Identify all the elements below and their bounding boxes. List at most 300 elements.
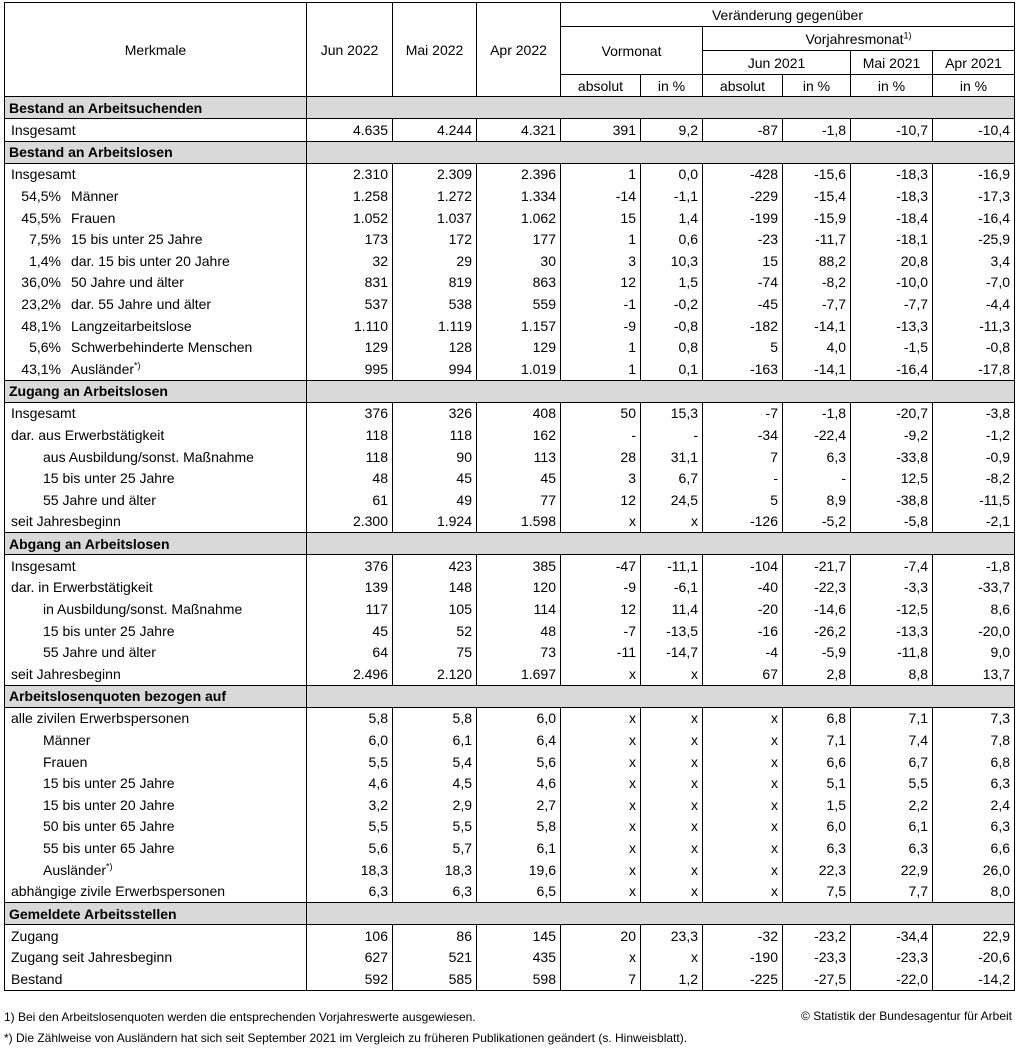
value-vormonat-absolut: x bbox=[561, 511, 641, 533]
value-apr-2022: 1.697 bbox=[477, 663, 561, 685]
value-mai2021-pct: -18,1 bbox=[851, 228, 933, 250]
value-mai-2022: 423 bbox=[393, 555, 477, 577]
value-jun2021-pct: -15,9 bbox=[783, 207, 851, 229]
value-mai-2022: 2.120 bbox=[393, 663, 477, 685]
value-jun2021-absolut: x bbox=[703, 816, 783, 838]
value-jun-2022: 48 bbox=[307, 467, 393, 489]
value-apr-2022: 6,4 bbox=[477, 729, 561, 751]
value-mai-2022: 4,5 bbox=[393, 772, 477, 794]
row-label: Zugang bbox=[11, 927, 59, 944]
value-jun2021-pct: 22,3 bbox=[783, 859, 851, 881]
row-label: Ausländer bbox=[71, 360, 135, 377]
value-apr-2022: 385 bbox=[477, 555, 561, 577]
value-mai2021-pct: 2,2 bbox=[851, 794, 933, 816]
share-percent: 45,5% bbox=[21, 209, 61, 226]
row-label: alle zivilen Erwerbspersonen bbox=[11, 710, 190, 727]
value-jun2021-absolut: -20 bbox=[703, 598, 783, 620]
table-row bbox=[5, 272, 1015, 294]
value-apr2021-pct: 9,0 bbox=[933, 641, 1015, 663]
value-vormonat-pct: x bbox=[641, 837, 703, 859]
value-mai2021-pct: 20,8 bbox=[851, 250, 933, 272]
table-row bbox=[5, 707, 1015, 729]
value-vormonat-absolut: x bbox=[561, 707, 641, 729]
value-mai-2022: 1.272 bbox=[393, 185, 477, 207]
row-label-cell bbox=[5, 315, 307, 337]
value-jun2021-pct: -7,7 bbox=[783, 293, 851, 315]
value-mai-2022: 5,8 bbox=[393, 707, 477, 729]
section-title: Bestand an Arbeitslosen bbox=[5, 141, 307, 163]
value-jun2021-absolut: 67 bbox=[703, 663, 783, 685]
share-percent: 7,5% bbox=[29, 231, 61, 248]
row-label-cell bbox=[5, 358, 307, 380]
value-jun2021-absolut: x bbox=[703, 751, 783, 773]
value-jun2021-pct: -23,3 bbox=[783, 947, 851, 969]
value-mai2021-pct: 8,8 bbox=[851, 663, 933, 685]
value-apr-2022: 19,6 bbox=[477, 859, 561, 881]
value-jun2021-absolut: x bbox=[703, 729, 783, 751]
value-mai-2022: 52 bbox=[393, 620, 477, 642]
value-vormonat-absolut: - bbox=[561, 424, 641, 446]
value-vormonat-pct: -14,7 bbox=[641, 641, 703, 663]
value-jun2021-pct: 4,0 bbox=[783, 336, 851, 358]
row-label: 50 bis unter 65 Jahre bbox=[43, 818, 175, 835]
row-label-cell bbox=[5, 489, 307, 511]
row-label: Männer bbox=[71, 187, 119, 204]
value-jun2021-pct: 5,1 bbox=[783, 772, 851, 794]
section-title: Abgang an Arbeitslosen bbox=[5, 533, 307, 555]
row-label-cell bbox=[5, 663, 307, 685]
section-title: Zugang an Arbeitslosen bbox=[5, 380, 307, 402]
value-mai-2022: 75 bbox=[393, 641, 477, 663]
value-apr-2022: 559 bbox=[477, 293, 561, 315]
value-apr2021-pct: -11,5 bbox=[933, 489, 1015, 511]
row-label: Insgesamt bbox=[11, 557, 76, 574]
value-jun-2022: 627 bbox=[307, 947, 393, 969]
value-apr-2022: 2,7 bbox=[477, 794, 561, 816]
value-mai2021-pct: 6,3 bbox=[851, 837, 933, 859]
value-vormonat-pct: 23,3 bbox=[641, 925, 703, 947]
header-vormonat: Vormonat bbox=[561, 27, 703, 75]
value-apr2021-pct: -8,2 bbox=[933, 467, 1015, 489]
row-label: 15 bis unter 25 Jahre bbox=[71, 231, 203, 248]
header-vorjahresmonat-label: Vorjahresmonat bbox=[805, 30, 904, 47]
value-jun2021-pct: 7,1 bbox=[783, 729, 851, 751]
row-label: in Ausbildung/sonst. Maßnahme bbox=[43, 601, 243, 618]
row-label: 15 bis unter 25 Jahre bbox=[43, 622, 175, 639]
table-header bbox=[5, 3, 1015, 97]
row-label: dar. 55 Jahre und älter bbox=[71, 295, 212, 312]
value-apr-2022: 73 bbox=[477, 641, 561, 663]
value-apr2021-pct: 7,3 bbox=[933, 707, 1015, 729]
value-vormonat-pct: x bbox=[641, 511, 703, 533]
footnote-marker-1: 1) bbox=[903, 29, 912, 40]
row-label: Ausländer bbox=[43, 861, 107, 878]
value-mai2021-pct: -13,3 bbox=[851, 315, 933, 337]
row-label-cell bbox=[5, 555, 307, 577]
header-jun2021-absolut: absolut bbox=[703, 75, 783, 97]
value-jun-2022: 117 bbox=[307, 598, 393, 620]
table-row bbox=[5, 119, 1015, 142]
value-mai2021-pct: -7,7 bbox=[851, 293, 933, 315]
section-header-fill bbox=[307, 685, 1015, 707]
row-label: abhängige zivile Erwerbspersonen bbox=[11, 883, 226, 900]
value-jun2021-pct: -14,6 bbox=[783, 598, 851, 620]
table-row bbox=[5, 358, 1015, 380]
value-mai2021-pct: 7,1 bbox=[851, 707, 933, 729]
value-apr2021-pct: -4,4 bbox=[933, 293, 1015, 315]
row-label: Insgesamt bbox=[11, 405, 76, 422]
value-jun2021-pct: -27,5 bbox=[783, 968, 851, 990]
value-vormonat-pct: -1,1 bbox=[641, 185, 703, 207]
value-mai-2022: 4.244 bbox=[393, 119, 477, 142]
value-jun2021-absolut: x bbox=[703, 837, 783, 859]
value-jun-2022: 5,8 bbox=[307, 707, 393, 729]
value-jun2021-absolut: -199 bbox=[703, 207, 783, 229]
value-mai2021-pct: -13,3 bbox=[851, 620, 933, 642]
value-vormonat-absolut: x bbox=[561, 663, 641, 685]
table-row bbox=[5, 751, 1015, 773]
value-mai2021-pct: 6,7 bbox=[851, 751, 933, 773]
value-jun-2022: 4.635 bbox=[307, 119, 393, 142]
value-jun2021-pct: 8,9 bbox=[783, 489, 851, 511]
table-row bbox=[5, 446, 1015, 468]
share-percent: 36,0% bbox=[21, 274, 61, 291]
row-label: Zugang seit Jahresbeginn bbox=[11, 949, 173, 966]
value-mai-2022: 6,1 bbox=[393, 729, 477, 751]
value-vormonat-absolut: 391 bbox=[561, 119, 641, 142]
value-jun-2022: 5,5 bbox=[307, 751, 393, 773]
value-mai-2022: 148 bbox=[393, 577, 477, 599]
value-jun2021-absolut: -34 bbox=[703, 424, 783, 446]
table-row bbox=[5, 598, 1015, 620]
value-jun-2022: 118 bbox=[307, 446, 393, 468]
value-jun-2022: 45 bbox=[307, 620, 393, 642]
value-jun2021-absolut: - bbox=[703, 467, 783, 489]
value-vormonat-pct: -11,1 bbox=[641, 555, 703, 577]
row-label-cell bbox=[5, 598, 307, 620]
table-row bbox=[5, 620, 1015, 642]
row-label-cell bbox=[5, 641, 307, 663]
value-vormonat-absolut: -47 bbox=[561, 555, 641, 577]
value-apr-2022: 2.396 bbox=[477, 163, 561, 185]
table-row bbox=[5, 925, 1015, 947]
value-mai-2022: 326 bbox=[393, 402, 477, 424]
value-vormonat-pct: x bbox=[641, 751, 703, 773]
value-jun2021-absolut: 7 bbox=[703, 446, 783, 468]
row-label-cell bbox=[5, 424, 307, 446]
value-jun2021-pct: -14,1 bbox=[783, 315, 851, 337]
value-vormonat-absolut: 15 bbox=[561, 207, 641, 229]
row-label-cell bbox=[5, 185, 307, 207]
value-jun2021-pct: 88,2 bbox=[783, 250, 851, 272]
value-vormonat-absolut: 1 bbox=[561, 358, 641, 380]
table-row bbox=[5, 489, 1015, 511]
value-vormonat-pct: x bbox=[641, 947, 703, 969]
value-jun-2022: 6,3 bbox=[307, 880, 393, 902]
section-header-row bbox=[5, 97, 1015, 119]
value-apr-2022: 162 bbox=[477, 424, 561, 446]
value-vormonat-absolut: -11 bbox=[561, 641, 641, 663]
value-vormonat-absolut: 1 bbox=[561, 163, 641, 185]
value-mai2021-pct: 7,4 bbox=[851, 729, 933, 751]
value-mai2021-pct: -10,7 bbox=[851, 119, 933, 142]
value-apr-2022: 1.019 bbox=[477, 358, 561, 380]
header-vormonat-absolut: absolut bbox=[561, 75, 641, 97]
section-header-fill bbox=[307, 141, 1015, 163]
value-apr-2022: 77 bbox=[477, 489, 561, 511]
value-apr-2022: 45 bbox=[477, 467, 561, 489]
value-apr2021-pct: -17,3 bbox=[933, 185, 1015, 207]
row-label-cell bbox=[5, 207, 307, 229]
value-mai-2022: 90 bbox=[393, 446, 477, 468]
row-label-cell bbox=[5, 859, 307, 881]
value-vormonat-absolut: x bbox=[561, 816, 641, 838]
footnote-marker-star: *) bbox=[134, 360, 141, 371]
value-apr-2022: 1.157 bbox=[477, 315, 561, 337]
value-mai-2022: 538 bbox=[393, 293, 477, 315]
value-jun-2022: 376 bbox=[307, 402, 393, 424]
value-jun-2022: 376 bbox=[307, 555, 393, 577]
table-row bbox=[5, 315, 1015, 337]
value-vormonat-absolut: -9 bbox=[561, 315, 641, 337]
value-apr2021-pct: -1,8 bbox=[933, 555, 1015, 577]
table-row bbox=[5, 837, 1015, 859]
value-apr2021-pct: -2,1 bbox=[933, 511, 1015, 533]
share-percent: 1,4% bbox=[29, 252, 61, 269]
value-jun2021-absolut: -74 bbox=[703, 272, 783, 294]
share-percent: 48,1% bbox=[21, 317, 61, 334]
value-vormonat-pct: 15,3 bbox=[641, 402, 703, 424]
value-jun2021-absolut: -40 bbox=[703, 577, 783, 599]
value-apr-2022: 5,8 bbox=[477, 816, 561, 838]
value-jun2021-absolut: -16 bbox=[703, 620, 783, 642]
value-apr2021-pct: -10,4 bbox=[933, 119, 1015, 142]
value-apr2021-pct: -7,0 bbox=[933, 272, 1015, 294]
row-label: dar. in Erwerbstätigkeit bbox=[11, 579, 153, 596]
value-jun2021-pct: -15,4 bbox=[783, 185, 851, 207]
share-percent: 23,2% bbox=[21, 295, 61, 312]
value-mai-2022: 1.037 bbox=[393, 207, 477, 229]
value-apr-2022: 1.598 bbox=[477, 511, 561, 533]
value-apr2021-pct: 6,8 bbox=[933, 751, 1015, 773]
value-jun2021-pct: -26,2 bbox=[783, 620, 851, 642]
value-vormonat-pct: 0,0 bbox=[641, 163, 703, 185]
row-label-cell bbox=[5, 163, 307, 185]
value-mai-2022: 18,3 bbox=[393, 859, 477, 881]
value-mai2021-pct: -9,2 bbox=[851, 424, 933, 446]
value-vormonat-absolut: x bbox=[561, 859, 641, 881]
value-vormonat-absolut: x bbox=[561, 837, 641, 859]
value-jun2021-absolut: -32 bbox=[703, 925, 783, 947]
value-apr2021-pct: 6,3 bbox=[933, 772, 1015, 794]
value-mai-2022: 45 bbox=[393, 467, 477, 489]
value-apr-2022: 435 bbox=[477, 947, 561, 969]
table-row bbox=[5, 293, 1015, 315]
value-jun2021-absolut: 5 bbox=[703, 489, 783, 511]
value-vormonat-absolut: 3 bbox=[561, 467, 641, 489]
value-apr2021-pct: 26,0 bbox=[933, 859, 1015, 881]
value-apr-2022: 408 bbox=[477, 402, 561, 424]
table-row bbox=[5, 228, 1015, 250]
footnote-1: 1) Bei den Arbeitslosenquoten werden die entsprechenden Vorjahreswerte ausgewiesen. bbox=[4, 1010, 476, 1024]
value-apr-2022: 120 bbox=[477, 577, 561, 599]
row-label: Bestand bbox=[11, 970, 63, 987]
value-vormonat-absolut: 12 bbox=[561, 598, 641, 620]
table-row bbox=[5, 816, 1015, 838]
value-apr2021-pct: 6,3 bbox=[933, 816, 1015, 838]
value-apr2021-pct: -17,8 bbox=[933, 358, 1015, 380]
value-jun-2022: 3,2 bbox=[307, 794, 393, 816]
footnote-marker-star: *) bbox=[106, 860, 113, 871]
section-header-row bbox=[5, 380, 1015, 402]
value-apr-2022: 177 bbox=[477, 228, 561, 250]
header-jun2021-pct: in % bbox=[783, 75, 851, 97]
value-mai-2022: 105 bbox=[393, 598, 477, 620]
value-mai-2022: 6,3 bbox=[393, 880, 477, 902]
value-mai-2022: 29 bbox=[393, 250, 477, 272]
row-label-cell bbox=[5, 620, 307, 642]
table-row bbox=[5, 772, 1015, 794]
value-jun2021-pct: -1,8 bbox=[783, 402, 851, 424]
table-row bbox=[5, 336, 1015, 358]
value-jun2021-absolut: -428 bbox=[703, 163, 783, 185]
value-apr-2022: 30 bbox=[477, 250, 561, 272]
value-vormonat-pct: -6,1 bbox=[641, 577, 703, 599]
value-jun2021-absolut: x bbox=[703, 707, 783, 729]
value-apr2021-pct: 13,7 bbox=[933, 663, 1015, 685]
table-row bbox=[5, 663, 1015, 685]
table-row bbox=[5, 577, 1015, 599]
value-apr2021-pct: 8,6 bbox=[933, 598, 1015, 620]
value-jun2021-absolut: -126 bbox=[703, 511, 783, 533]
value-vormonat-absolut: 50 bbox=[561, 402, 641, 424]
value-jun2021-absolut: 15 bbox=[703, 250, 783, 272]
value-jun2021-pct: 2,8 bbox=[783, 663, 851, 685]
value-mai-2022: 118 bbox=[393, 424, 477, 446]
row-label-cell bbox=[5, 402, 307, 424]
value-jun-2022: 1.052 bbox=[307, 207, 393, 229]
value-vormonat-pct: 0,8 bbox=[641, 336, 703, 358]
row-label-cell bbox=[5, 577, 307, 599]
header-apr2021-pct: in % bbox=[933, 75, 1015, 97]
value-apr-2022: 6,0 bbox=[477, 707, 561, 729]
value-apr-2022: 129 bbox=[477, 336, 561, 358]
value-jun2021-absolut: -182 bbox=[703, 315, 783, 337]
row-label: dar. 15 bis unter 20 Jahre bbox=[71, 252, 230, 269]
value-jun2021-absolut: -4 bbox=[703, 641, 783, 663]
value-apr2021-pct: -25,9 bbox=[933, 228, 1015, 250]
row-label: Schwerbehinderte Menschen bbox=[71, 339, 253, 356]
value-vormonat-absolut: -1 bbox=[561, 293, 641, 315]
value-vormonat-pct: 6,7 bbox=[641, 467, 703, 489]
value-apr2021-pct: -11,3 bbox=[933, 315, 1015, 337]
section-header-row bbox=[5, 533, 1015, 555]
header-apr-2022: Apr 2022 bbox=[477, 3, 561, 97]
value-jun2021-absolut: -229 bbox=[703, 185, 783, 207]
value-mai-2022: 172 bbox=[393, 228, 477, 250]
value-vormonat-absolut: x bbox=[561, 880, 641, 902]
value-apr2021-pct: -1,2 bbox=[933, 424, 1015, 446]
value-mai2021-pct: -34,4 bbox=[851, 925, 933, 947]
header-apr-2021: Apr 2021 bbox=[933, 51, 1015, 75]
value-jun2021-pct: 6,3 bbox=[783, 446, 851, 468]
value-vormonat-pct: 11,4 bbox=[641, 598, 703, 620]
value-jun2021-absolut: -45 bbox=[703, 293, 783, 315]
section-header-row bbox=[5, 141, 1015, 163]
row-label-cell bbox=[5, 336, 307, 358]
value-mai-2022: 128 bbox=[393, 336, 477, 358]
row-label: aus Ausbildung/sonst. Maßnahme bbox=[43, 448, 254, 465]
value-vormonat-absolut: 28 bbox=[561, 446, 641, 468]
value-jun2021-pct: -11,7 bbox=[783, 228, 851, 250]
value-jun2021-absolut: -87 bbox=[703, 119, 783, 142]
table-row bbox=[5, 859, 1015, 881]
table-row bbox=[5, 207, 1015, 229]
table-row bbox=[5, 947, 1015, 969]
value-vormonat-absolut: -14 bbox=[561, 185, 641, 207]
value-mai2021-pct: -12,5 bbox=[851, 598, 933, 620]
value-jun2021-pct: -21,7 bbox=[783, 555, 851, 577]
section-header-row bbox=[5, 903, 1015, 925]
value-vormonat-absolut: 12 bbox=[561, 272, 641, 294]
value-mai-2022: 5,5 bbox=[393, 816, 477, 838]
value-jun-2022: 1.110 bbox=[307, 315, 393, 337]
row-label: seit Jahresbeginn bbox=[11, 665, 121, 682]
value-apr2021-pct: -3,8 bbox=[933, 402, 1015, 424]
value-jun-2022: 831 bbox=[307, 272, 393, 294]
value-mai-2022: 1.119 bbox=[393, 315, 477, 337]
value-apr2021-pct: 7,8 bbox=[933, 729, 1015, 751]
value-jun2021-absolut: x bbox=[703, 794, 783, 816]
header-veraenderung: Veränderung gegenüber bbox=[561, 3, 1015, 27]
statistics-table-container bbox=[4, 2, 1015, 991]
value-apr-2022: 5,6 bbox=[477, 751, 561, 773]
row-label-cell bbox=[5, 228, 307, 250]
table-row bbox=[5, 185, 1015, 207]
value-vormonat-pct: -13,5 bbox=[641, 620, 703, 642]
value-jun-2022: 129 bbox=[307, 336, 393, 358]
header-mai2021-pct: in % bbox=[851, 75, 933, 97]
value-apr-2022: 48 bbox=[477, 620, 561, 642]
table-row bbox=[5, 794, 1015, 816]
value-mai-2022: 5,7 bbox=[393, 837, 477, 859]
row-label: 55 bis unter 65 Jahre bbox=[43, 840, 175, 857]
value-jun-2022: 173 bbox=[307, 228, 393, 250]
value-apr2021-pct: 2,4 bbox=[933, 794, 1015, 816]
section-header-row bbox=[5, 685, 1015, 707]
value-vormonat-pct: 0,1 bbox=[641, 358, 703, 380]
value-vormonat-pct: x bbox=[641, 816, 703, 838]
section-title: Gemeldete Arbeitsstellen bbox=[5, 903, 307, 925]
value-jun-2022: 1.258 bbox=[307, 185, 393, 207]
value-mai-2022: 2.309 bbox=[393, 163, 477, 185]
value-apr2021-pct: -16,9 bbox=[933, 163, 1015, 185]
value-jun2021-absolut: x bbox=[703, 772, 783, 794]
row-label: Männer bbox=[43, 732, 91, 749]
value-jun2021-pct: -15,6 bbox=[783, 163, 851, 185]
value-apr-2022: 6,5 bbox=[477, 880, 561, 902]
section-header-fill bbox=[307, 533, 1015, 555]
value-mai-2022: 1.924 bbox=[393, 511, 477, 533]
section-header-fill bbox=[307, 903, 1015, 925]
value-mai2021-pct: -16,4 bbox=[851, 358, 933, 380]
value-jun2021-pct: -23,2 bbox=[783, 925, 851, 947]
value-jun2021-absolut: 5 bbox=[703, 336, 783, 358]
value-jun2021-pct: - bbox=[783, 467, 851, 489]
value-jun-2022: 118 bbox=[307, 424, 393, 446]
value-mai2021-pct: -1,5 bbox=[851, 336, 933, 358]
row-label: Insgesamt bbox=[11, 166, 76, 183]
